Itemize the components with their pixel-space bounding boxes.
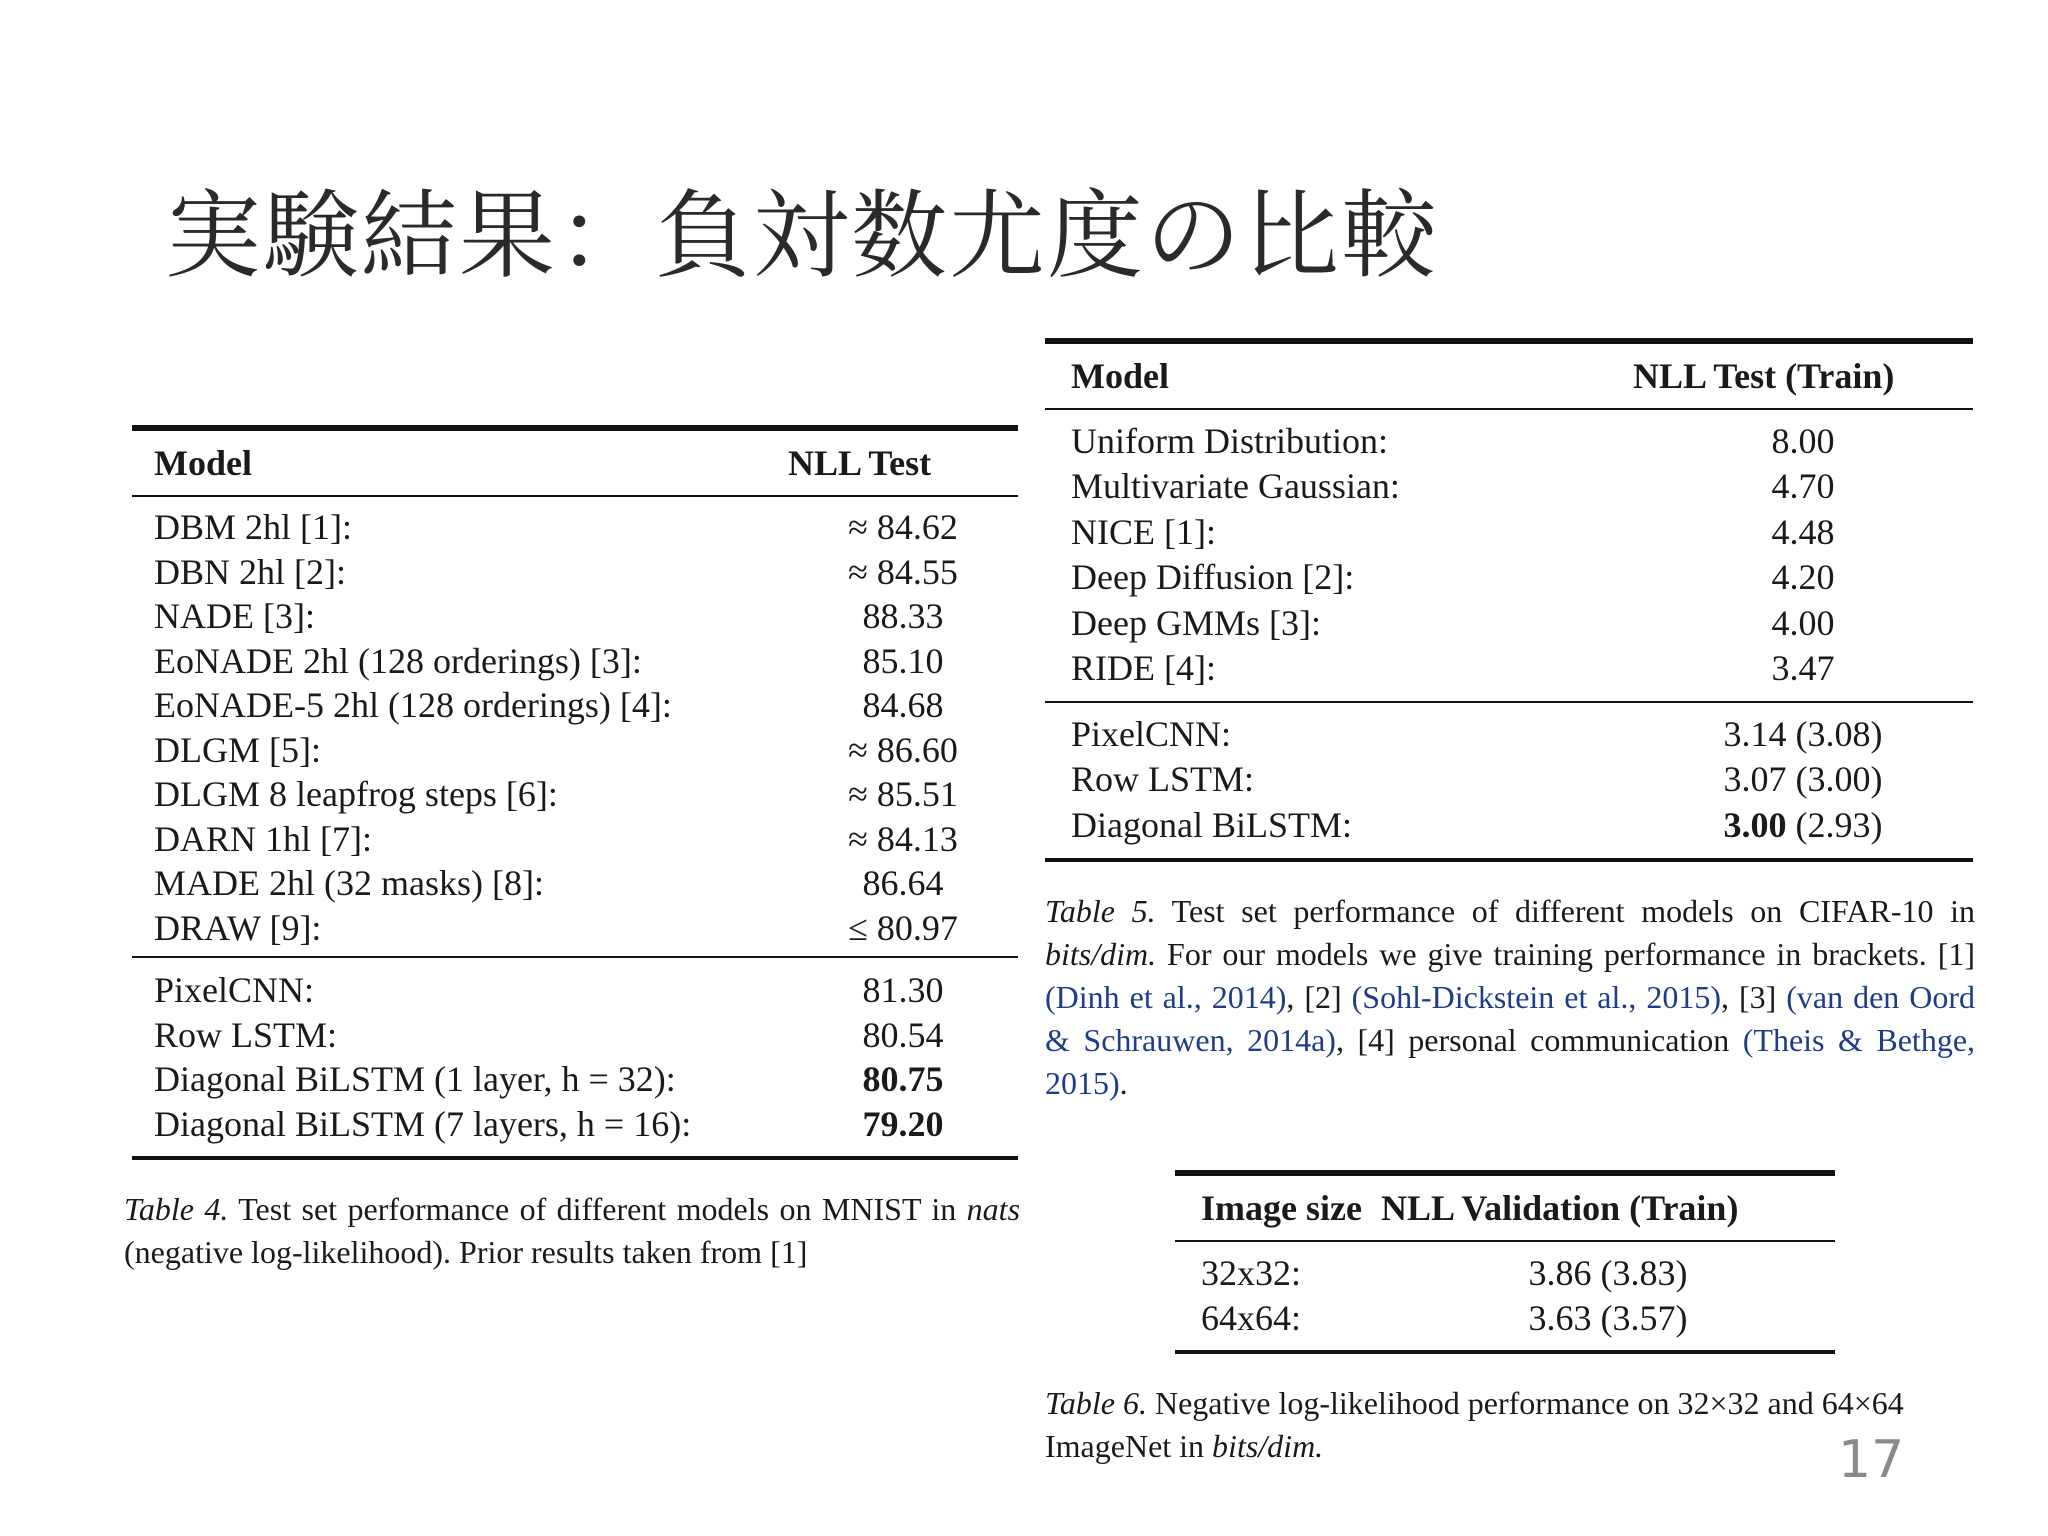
table-row [1045, 702, 1973, 757]
table-5-caption [1045, 890, 1975, 1105]
model-name: EoNADE-5 2hl (128 orderings) [4]: [154, 685, 672, 726]
model-name: Diagonal BiLSTM: [1045, 802, 1633, 860]
image-size: 64x64: [1175, 1295, 1381, 1352]
caption-text: For our models we give training performance in brackets. [1] [1156, 936, 1975, 972]
nll-value: 3.07 (3.00) [1723, 759, 1883, 800]
table-row [132, 1102, 1018, 1159]
table-row [1045, 646, 1973, 703]
model-name: DBN 2hl [2]: [154, 551, 346, 592]
model-name: Deep GMMs [3]: [1071, 602, 1321, 643]
model-name: PixelCNN: [1045, 702, 1633, 757]
model-name: DLGM [5]: [154, 729, 321, 770]
table-6-imagenet [1175, 1170, 1835, 1354]
table-row [132, 1013, 1018, 1058]
model-name: Uniform Distribution: [1071, 420, 1388, 461]
table-5-cifar10 [1045, 338, 1973, 862]
citation-link[interactable]: (Dinh et al., 2014) [1045, 979, 1287, 1015]
nll-value-best: 3.00 [1723, 804, 1787, 845]
caption-tag: Table 5. [1045, 893, 1156, 929]
model-name: NICE [1]: [1071, 511, 1216, 552]
table-row [132, 550, 1018, 595]
caption-text: . [1119, 1065, 1128, 1101]
table-row [132, 1057, 1018, 1102]
caption-text: , [2] [1286, 979, 1352, 1015]
nll-value: 3.14 (3.08) [1633, 702, 1973, 757]
citation-link[interactable]: (van den Oord & Schrauwen, 2014a) [1045, 979, 1976, 1058]
table-row [1045, 509, 1973, 555]
table-4-mnist [132, 425, 1018, 1160]
model-name: Row LSTM: [154, 1014, 338, 1055]
nll-value: 4.00 [1771, 602, 1835, 643]
nll-value: 81.30 [788, 957, 1018, 1013]
caption-text: , [4] personal communication [1335, 1022, 1743, 1058]
column-header-image-size: Image size [1175, 1173, 1381, 1241]
citation-link[interactable]: (Sohl-Dickstein et al., 2015) [1351, 979, 1722, 1015]
nll-value: ≈ 85.51 [848, 774, 958, 815]
nll-value-train: (2.93) [1786, 804, 1883, 845]
nll-value: 88.33 [862, 596, 944, 637]
nll-value-best: 79.20 [788, 1102, 1018, 1159]
column-header-nll-validation-train: NLL Validation (Train) [1381, 1173, 1835, 1241]
nll-value: 80.54 [862, 1014, 944, 1055]
nll-value: 4.48 [1771, 511, 1835, 552]
table-6-caption [1045, 1382, 1975, 1468]
nll-value: ≈ 84.13 [848, 818, 958, 859]
model-name: DARN 1hl [7]: [154, 818, 372, 859]
model-name: Diagonal BiLSTM (1 layer, h = 32): [154, 1059, 676, 1100]
table-row [132, 817, 1018, 862]
table-row [1175, 1295, 1835, 1352]
nll-value: ≤ 80.97 [848, 907, 958, 948]
table-row [1045, 802, 1973, 860]
nll-value: 4.70 [1771, 466, 1835, 507]
citation-link[interactable]: (Theis & Bethge, 2015) [1045, 1022, 1976, 1101]
model-name: DLGM 8 leapfrog steps [6]: [154, 774, 558, 815]
page-number: 17 [1838, 1430, 1905, 1490]
model-name: EoNADE 2hl (128 orderings) [3]: [154, 640, 642, 681]
column-header-nll-test: NLL Test [788, 428, 1018, 496]
column-header-model: Model [132, 428, 788, 496]
model-name: Row LSTM: [1071, 759, 1255, 800]
model-name: MADE 2hl (32 masks) [8]: [154, 863, 544, 904]
nll-value: 3.47 [1771, 648, 1835, 689]
model-name: Diagonal BiLSTM (7 layers, h = 16): [132, 1102, 788, 1159]
table-row [1175, 1241, 1835, 1295]
nll-value-best: 80.75 [862, 1059, 944, 1100]
caption-tag: Table 6. [1045, 1385, 1147, 1421]
caption-italic: bits/dim. [1212, 1428, 1324, 1464]
column-header-model: Model [1045, 341, 1633, 409]
model-name: Deep Diffusion [2]: [1071, 557, 1355, 598]
model-name: Multivariate Gaussian: [1071, 466, 1400, 507]
nll-value: 85.10 [862, 640, 944, 681]
model-name: DBM 2hl [1]: [154, 507, 352, 548]
table-row [132, 772, 1018, 817]
caption-text: , [3] [1721, 979, 1787, 1015]
nll-value: 84.68 [862, 685, 944, 726]
model-name: RIDE [4]: [1071, 648, 1216, 689]
table-row [132, 957, 1018, 1013]
image-size: 32x32: [1201, 1252, 1302, 1293]
slide-title: 実験結果：負対数尤度の比較 [165, 180, 1439, 292]
caption-italic: nats [966, 1191, 1021, 1227]
model-name: NADE [3]: [154, 596, 315, 637]
model-name: DRAW [9]: [154, 907, 322, 948]
nll-value: 3.86 (3.83) [1528, 1252, 1688, 1293]
nll-value: ≈ 86.60 [848, 729, 958, 770]
table-row [132, 861, 1018, 906]
table-row [1045, 600, 1973, 646]
nll-value: 4.20 [1771, 557, 1835, 598]
table-row [1045, 409, 1973, 464]
table-row [1045, 464, 1973, 510]
table-row [1045, 757, 1973, 803]
nll-value: 8.00 [1771, 420, 1835, 461]
nll-value: 3.63 (3.57) [1381, 1295, 1835, 1352]
table-4-caption [124, 1188, 1020, 1274]
nll-value: ≈ 84.55 [848, 551, 958, 592]
nll-value: ≈ 84.62 [848, 507, 958, 548]
nll-value: 86.64 [862, 863, 944, 904]
caption-italic: bits/dim. [1045, 936, 1157, 972]
table-row [132, 683, 1018, 728]
caption-text: Test set performance of different models on CIFAR-10 in [1155, 893, 1976, 929]
table-row [132, 728, 1018, 773]
table-row [132, 594, 1018, 639]
caption-text: Test set performance of different models on MNIST in [228, 1191, 967, 1227]
table-row [1045, 555, 1973, 601]
model-name: PixelCNN: [132, 957, 788, 1013]
table-row [132, 639, 1018, 684]
column-header-nll-test-train: NLL Test (Train) [1633, 341, 1973, 409]
table-row [132, 906, 1018, 958]
nll-value [1633, 802, 1973, 860]
caption-text: (negative log-likelihood). Prior results taken from [1] [124, 1234, 808, 1270]
caption-tag: Table 4. [124, 1191, 229, 1227]
table-row [132, 496, 1018, 550]
caption-text: Negative log-likelihood performance on 32×32 and 64×64 ImageNet in [1045, 1385, 1904, 1464]
